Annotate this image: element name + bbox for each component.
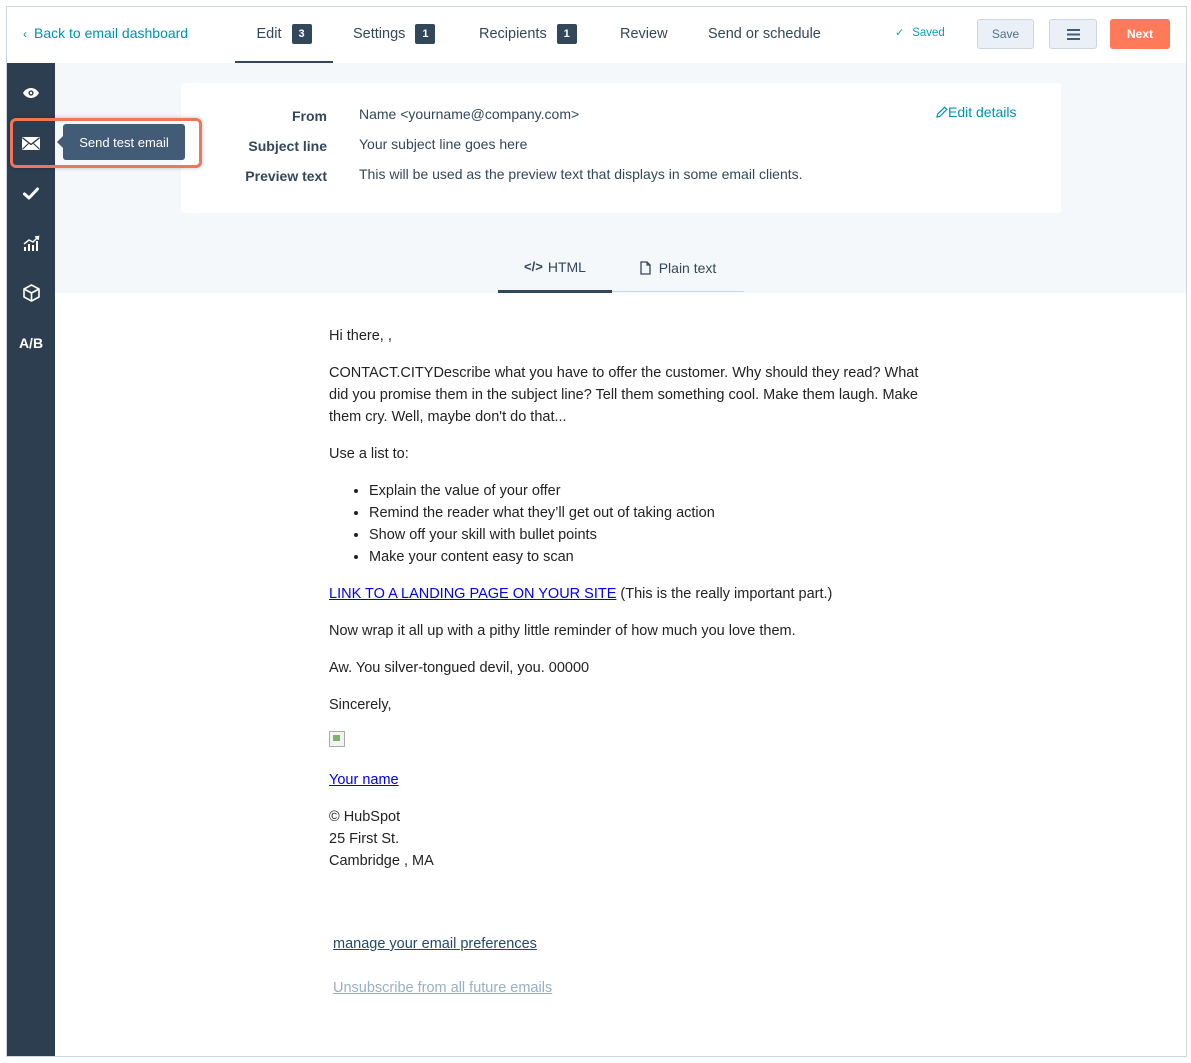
- send-test-email-tooltip: Send test email: [63, 124, 185, 160]
- save-button[interactable]: Save: [977, 19, 1034, 49]
- back-to-dashboard-link[interactable]: [23, 25, 188, 41]
- email-greeting: Hi there, ,: [329, 328, 392, 344]
- tab-recipients[interactable]: [479, 7, 577, 61]
- broken-image-icon: [329, 731, 345, 747]
- email-bullet-list: [329, 480, 919, 568]
- subject-value: Your subject line goes here: [359, 136, 528, 152]
- cta-note: (This is the really important part.): [616, 586, 833, 602]
- highlight-callout: [10, 118, 202, 168]
- tab-plain-label: Plain text: [658, 260, 717, 276]
- tab-review[interactable]: [620, 7, 668, 61]
- email-details-card: [181, 83, 1061, 213]
- email-signature-image: [329, 731, 919, 754]
- pencil-icon: [936, 106, 948, 118]
- tab-recipients-badge: 1: [557, 24, 577, 44]
- eye-icon: [23, 88, 39, 98]
- email-body: [329, 325, 919, 872]
- chart-icon: [23, 235, 40, 252]
- hamburger-icon: [1067, 29, 1080, 40]
- address-line-3: Cambridge , MA: [329, 853, 434, 869]
- tab-edit-badge: 3: [292, 24, 312, 44]
- chevron-left-icon: ‹: [23, 27, 27, 41]
- tab-settings-badge: 1: [415, 24, 435, 44]
- tab-review-label: Review: [620, 26, 668, 42]
- email-intro: CONTACT.CITYDescribe what you have to offer the customer. Why should they read? What did you promise them in the subject line? Tell them something cool. Make them laugh. Make them cry. Well, maybe don't do that...: [329, 365, 919, 425]
- checkmark-icon: [23, 187, 39, 200]
- edit-details-label: Edit details: [948, 104, 1017, 120]
- unsubscribe-link[interactable]: Unsubscribe from all future emails: [333, 980, 553, 996]
- from-label: From: [292, 108, 327, 124]
- next-button[interactable]: Next: [1110, 19, 1170, 49]
- more-actions-button[interactable]: [1049, 19, 1097, 49]
- from-value: Name <yourname@company.com>: [359, 106, 580, 122]
- preview-text-value: This will be used as the preview text that displays in some email clients.: [359, 166, 803, 182]
- back-link-label: Back to email dashboard: [34, 25, 189, 41]
- address-line-1: © HubSpot: [329, 809, 401, 825]
- list-item: • Explain the value of your offer: [369, 480, 919, 502]
- address-line-2: 25 First St.: [329, 831, 400, 847]
- code-icon: </>: [524, 259, 543, 274]
- tab-plain-text[interactable]: [612, 243, 744, 293]
- list-item: • Show off your skill with bullet points: [369, 524, 919, 546]
- edit-details-link[interactable]: [936, 104, 1016, 120]
- preview-text-label: Preview text: [245, 168, 327, 184]
- preview-button[interactable]: [15, 77, 47, 109]
- tab-settings-label: Settings: [353, 26, 406, 42]
- modules-button[interactable]: [15, 277, 47, 309]
- manage-preferences-link[interactable]: manage your email preferences: [333, 936, 537, 952]
- saved-status: [895, 26, 945, 39]
- email-cta-paragraph: [329, 583, 919, 605]
- saved-label: Saved: [912, 27, 945, 39]
- email-wrap-up: Now wrap it all up with a pithy little reminder of how much you love them.: [329, 623, 796, 639]
- landing-page-link[interactable]: LINK TO A LANDING PAGE ON YOUR SITE: [329, 586, 617, 602]
- email-name-paragraph: [329, 769, 919, 791]
- email-aw: Aw. You silver-tongued devil, you. 00000: [329, 660, 590, 676]
- cube-icon: [23, 284, 40, 302]
- tab-html-label: HTML: [547, 258, 586, 275]
- your-name-link[interactable]: Your name: [329, 772, 399, 788]
- tab-send-or-schedule[interactable]: [708, 7, 821, 61]
- ab-test-button[interactable]: A/B: [18, 335, 44, 351]
- email-list-intro: Use a list to:: [329, 446, 409, 462]
- email-address: [329, 806, 919, 872]
- app-window: [6, 6, 1187, 1057]
- tool-sidebar: [7, 63, 55, 1056]
- email-signoff: Sincerely,: [329, 697, 392, 713]
- tab-html[interactable]: [498, 243, 612, 293]
- list-item: • Make your content easy to scan: [369, 546, 919, 568]
- tab-edit[interactable]: [235, 7, 333, 64]
- tab-send-label: Send or schedule: [708, 26, 821, 42]
- tab-settings[interactable]: [353, 7, 435, 61]
- subject-label: Subject line: [248, 138, 327, 154]
- list-item: • Remind the reader what they’ll get out of taking action: [369, 502, 919, 524]
- tab-edit-label: Edit: [256, 26, 282, 42]
- checklist-button[interactable]: [15, 177, 47, 209]
- performance-button[interactable]: [15, 227, 47, 259]
- document-icon: [640, 261, 651, 275]
- check-icon: ✓: [895, 27, 905, 39]
- tab-recipients-label: Recipients: [479, 26, 547, 42]
- top-nav: [7, 7, 1186, 64]
